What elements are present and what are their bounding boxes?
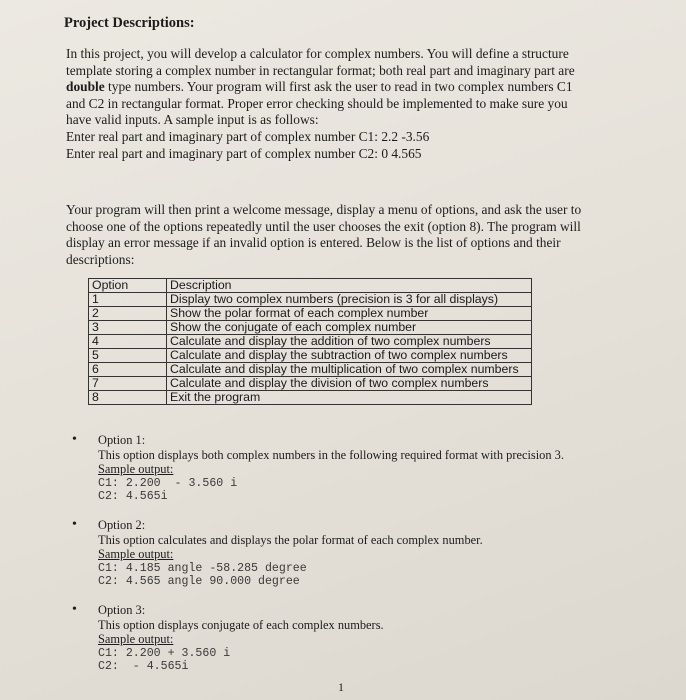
header-option: Option [89, 279, 167, 293]
table-row [89, 391, 532, 405]
sample-output-line: C2: - 4.565i [98, 660, 189, 674]
sample-output-label: Sample output: [98, 547, 174, 562]
option-description: This option calculates and displays the polar format of each complex number. [98, 532, 483, 547]
bold-term: double [66, 79, 105, 95]
option-number: 1 [89, 293, 167, 307]
intro-line: template storing a complex number in rectangular format; both real part and imaginary part are [66, 62, 575, 78]
option-description: Show the polar format of each complex number [167, 307, 532, 321]
intro-line [66, 79, 575, 96]
option-description: Show the conjugate of each complex number [167, 321, 532, 335]
sample-output-label: Sample output: [98, 632, 174, 647]
option-2-section [72, 517, 483, 589]
table-header-row [89, 279, 532, 293]
bullet-icon: • [72, 517, 77, 532]
option-description: Calculate and display the multiplication of two complex numbers [167, 363, 532, 377]
table-row [89, 377, 532, 391]
sample-input-line: Enter real part and imaginary part of complex number C1: 2.2 -3.56 [66, 128, 430, 144]
sample-output-line: C2: 4.565 angle 90.000 degree [98, 575, 300, 589]
option-title: Option 1: [98, 433, 146, 447]
menu-line: display an error message if an invalid option is entered. Below is the list of options and their [66, 235, 561, 251]
option-1-section [72, 432, 564, 504]
menu-paragraph [66, 202, 581, 268]
sample-output-line: C1: 4.185 angle -58.285 degree [98, 561, 307, 575]
option-number: 7 [89, 377, 167, 391]
sample-input-line: Enter real part and imaginary part of complex number C2: 0 4.565 [66, 145, 422, 161]
sample-output-label: Sample output: [98, 462, 174, 477]
menu-line: Your program will then print a welcome message, display a menu of options, and ask the user to [66, 202, 582, 217]
table-row [89, 293, 532, 307]
option-number: 8 [89, 391, 167, 405]
option-number: 3 [89, 321, 167, 335]
option-number: 6 [89, 363, 167, 377]
option-title: Option 3: [98, 603, 146, 617]
sample-output-line: C2: 4.565i [98, 490, 168, 504]
table-row [89, 349, 532, 363]
sample-output-line: C1: 2.200 - 3.560 i [98, 476, 238, 490]
option-description: Exit the program [167, 391, 532, 405]
intro-line-rest: type numbers. Your program will first ask the user to read in two complex numbers C1 [104, 79, 573, 95]
menu-line: descriptions: [66, 251, 135, 267]
table-row [89, 363, 532, 377]
option-description: Calculate and display the addition of two complex numbers [167, 335, 532, 349]
table-row [89, 307, 532, 321]
bullet-icon: • [72, 432, 77, 447]
option-description: Calculate and display the subtraction of two complex numbers [167, 349, 532, 363]
option-description: This option displays both complex numbers in the following required format with precision 3. [98, 447, 564, 462]
option-description: Calculate and display the division of two complex numbers [167, 377, 532, 391]
option-number: 2 [89, 307, 167, 321]
option-3-section [72, 602, 384, 674]
table-row [89, 335, 532, 349]
intro-line: have valid inputs. A sample input is as follows: [66, 112, 319, 128]
options-table [88, 278, 532, 405]
intro-line: and C2 in rectangular format. Proper error checking should be implemented to make sure you [66, 95, 568, 111]
intro-paragraph [66, 46, 575, 162]
intro-line: In this project, you will develop a calculator for complex numbers. You will define a structure [66, 46, 569, 61]
page-title: Project Descriptions: [64, 15, 195, 31]
bullet-icon: • [72, 602, 77, 617]
option-description: Display two complex numbers (precision is 3 for all displays) [167, 293, 532, 307]
page-number: 1 [338, 680, 344, 694]
menu-line: choose one of the options repeatedly until the user chooses the exit (option 8). The program will [66, 218, 581, 234]
header-description: Description [167, 279, 532, 293]
option-title: Option 2: [98, 518, 146, 532]
table-row [89, 321, 532, 335]
option-description: This option displays conjugate of each complex numbers. [98, 617, 384, 632]
option-number: 4 [89, 335, 167, 349]
sample-output-line: C1: 2.200 + 3.560 i [98, 646, 231, 660]
option-number: 5 [89, 349, 167, 363]
